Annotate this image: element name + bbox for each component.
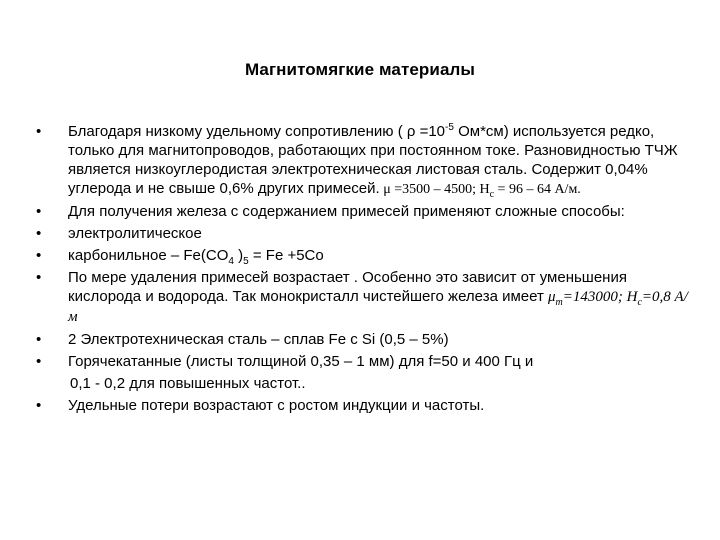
formula-permeability: μ =3500 – 4500; $H_c = 96 - 64$ А/м. bbox=[379, 182, 581, 200]
bullet-item-methods bbox=[36, 202, 696, 221]
bullet-item-electrolytic bbox=[36, 224, 696, 243]
bullet-text: Благодаря низкому удельному сопротивлению ( ρ =10 bbox=[68, 123, 446, 140]
bullet-item-electrical-steel bbox=[36, 330, 696, 349]
bullet-item-continuation bbox=[36, 374, 696, 393]
bullet-text-cont: Ом*см) используется редко, только для магнитопроводов, работающих при постоянном токе. Разновидностью ТЧЖ является низкоуглеродистая электротехническая листовая сталь. Содержит 0,04% углерода и не свыше 0,6% других примесей. bbox=[68, 123, 678, 197]
bullet-text: 0,1 - 0,2 для повышенных частот.. bbox=[70, 375, 306, 392]
bullet-text: Для получения железа с содержанием примесей применяют сложные способы: bbox=[68, 203, 625, 220]
bullet-text: электролитическое bbox=[68, 225, 202, 242]
bullet-item-hot-rolled bbox=[36, 352, 696, 371]
bullet-list bbox=[36, 122, 696, 418]
bullet-text: Горячекатанные (листы толщиной 0,35 – 1 мм) для f=50 и 400 Гц и bbox=[68, 353, 534, 370]
bullet-item-resistivity bbox=[36, 122, 696, 199]
bullet-text: Удельные потери возрастают с ростом индукции и частоты. bbox=[68, 397, 485, 414]
formula-monocrystal: $\mu_m=143000$; $H_c=0,8$ А/м bbox=[68, 289, 688, 325]
bullet-text: 2 Электротехническая сталь – сплав Fe с Si (0,5 – 5%) bbox=[68, 331, 449, 348]
slide-title: Магнитомягкие материалы bbox=[244, 60, 476, 79]
bullet-item-impurities: • По мере удаления примесей возрастает . Особенно это зависит от уменьшения кислорода и водорода. Так монокристалл чистейшего железа имеет $\mu_m=143000$; $H_c=0,8$ А/м bbox=[36, 268, 696, 327]
bullet-item-losses bbox=[36, 396, 696, 415]
exponent: -5 bbox=[445, 122, 454, 133]
bullet-item-carbonyl: • карбонильное – $Fe(CO_4$ )$_5 = Fe +5Co$ bbox=[36, 246, 696, 265]
